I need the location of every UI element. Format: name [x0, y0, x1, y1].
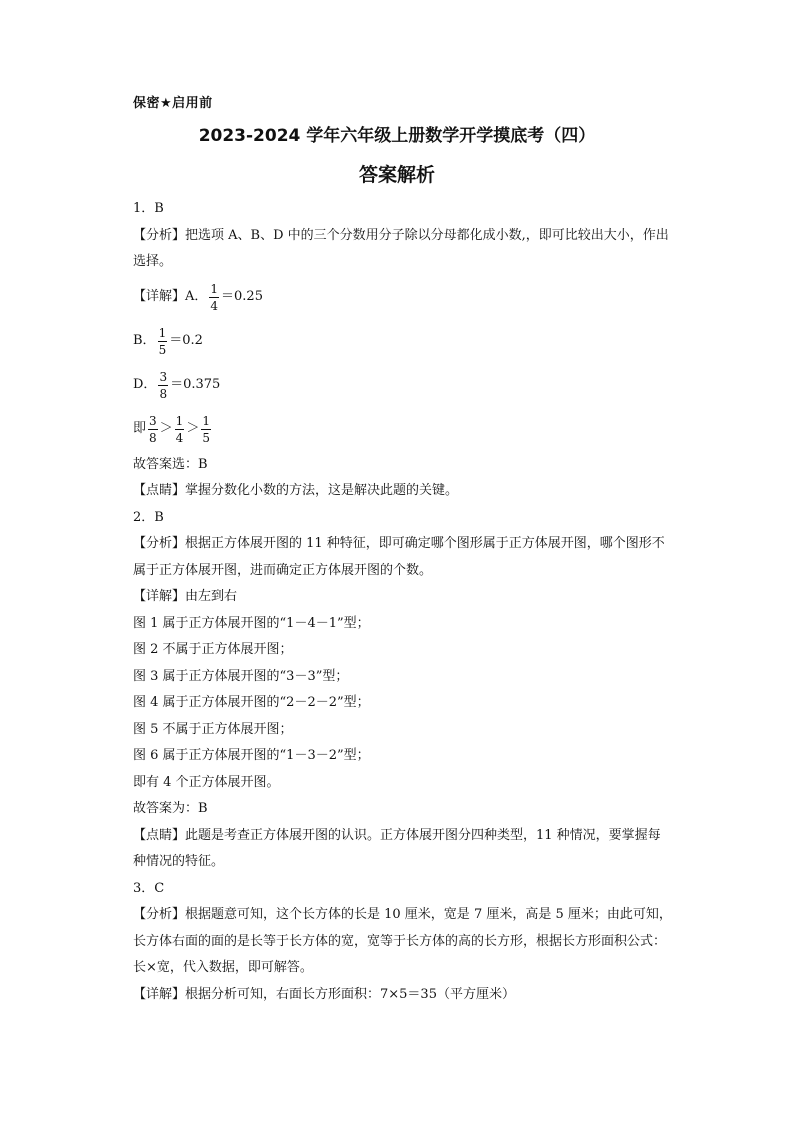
q3-detail: 【详解】根据分析可知，右面长方形面积：7×5＝35（平方厘米）	[133, 986, 515, 1002]
confidential-label: 保密★启用前	[133, 96, 213, 111]
q2-answer: 2．B	[133, 509, 164, 525]
q1-answer: 1．B	[133, 201, 164, 216]
fraction: $\frac{3}{8}$	[149, 414, 157, 445]
fraction: $\frac{1}{4}$	[210, 282, 219, 313]
q1-detail-prefix: 【详解】A．	[133, 289, 208, 305]
q1-detail-b	[133, 320, 673, 364]
greater-than-sign: ＞	[159, 421, 173, 437]
q1-detail-a	[133, 276, 673, 320]
q2-item: 图 3 属于正方体展开图的“3－3”型；	[133, 668, 349, 684]
fraction: $\frac{1}{5}$	[202, 414, 210, 445]
q1-conclusion: 故答案选：B	[133, 456, 208, 472]
q1-comment: 【点睛】掌握分数化小数的方法，这是解决此题的关键。	[133, 483, 459, 498]
q2-summary: 即有 4 个正方体展开图。	[133, 774, 280, 790]
q3-answer: 3．C	[133, 880, 165, 896]
q1-a-value: ＝0.25	[221, 289, 263, 305]
q1-d-value: ＝0.375	[170, 377, 221, 393]
q1-detail-d	[133, 364, 673, 408]
q2-item: 图 2 不属于正方体展开图；	[133, 642, 293, 657]
q2-item: 图 6 属于正方体展开图的“1－3－2”型；	[133, 748, 370, 763]
fraction: $\frac{1}{4}$	[175, 414, 184, 445]
fraction: $\frac{3}{8}$	[159, 370, 168, 401]
q2-conclusion: 故答案为：B	[133, 801, 208, 816]
q1-cmp-prefix: 即	[133, 421, 147, 437]
q2-comment: 【点睛】此题是考查正方体展开图的认识。正方体展开图分四种类型，11 种情况，要掌握每种情况的特征。	[133, 827, 661, 869]
q3-analysis: 【分析】根据题意可知，这个长方体的长是 10 厘米，宽是 7 厘米，高是 5 厘米；由此可知，长方体右面的面的是长等于长方体的宽，宽等于长方体的高的长方形，根据长方形面积公式：长×宽，代入数据，即可解答。	[133, 907, 672, 975]
q1-analysis: 【分析】把选项 A、B、D 中的三个分数用分子除以分母都化成小数,，即可比较出大小，作出选择。	[133, 227, 669, 269]
answer-content	[133, 196, 673, 1008]
fraction: $\frac{1}{5}$	[158, 326, 167, 357]
q2-item: 图 4 属于正方体展开图的“2－2－2”型；	[133, 695, 370, 710]
q1-comparison	[133, 408, 673, 452]
q1-d-prefix: D．	[133, 377, 157, 393]
document-title: 2023-2024 学年六年级上册数学开学摸底考（四）	[198, 126, 596, 146]
q1-b-prefix: B．	[133, 333, 156, 349]
q1-b-value: ＝0.2	[169, 333, 203, 349]
q2-item: 图 5 不属于正方体展开图；	[133, 721, 293, 737]
q2-detail: 【详解】由左到右	[133, 589, 238, 604]
q2-analysis: 【分析】根据正方体展开图的 11 种特征，即可确定哪个图形属于正方体展开图，哪个图形不属于正方体展开图，进而确定正方体展开图的个数。	[133, 536, 665, 578]
greater-than-sign: ＞	[186, 421, 200, 437]
q2-item: 图 1 属于正方体展开图的“1－4－1”型；	[133, 615, 370, 631]
document-subtitle: 答案解析	[358, 164, 435, 186]
